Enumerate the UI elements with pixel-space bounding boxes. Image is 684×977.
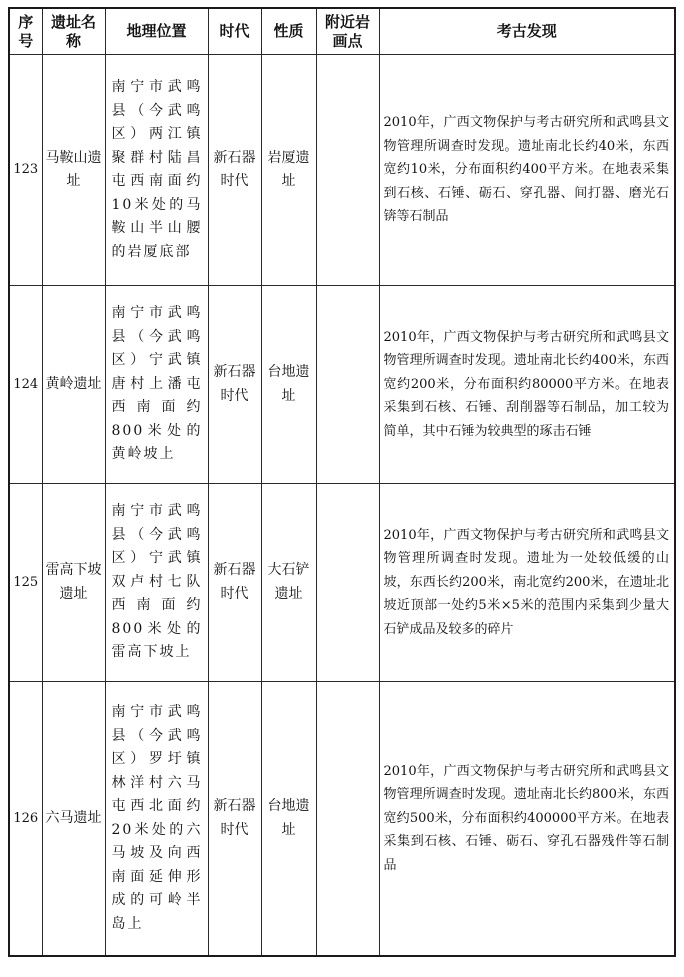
cell-rock-art <box>316 55 379 286</box>
header-seq: 序号 <box>9 8 42 55</box>
cell-era: 新石器时代 <box>208 286 261 484</box>
cell-rock-art <box>316 682 379 957</box>
document-page <box>8 7 674 957</box>
cell-location: 南宁市武鸣县（今武鸣区）宁武镇唐村上潘屯西南面约800米处的黄岭坡上 <box>105 286 208 484</box>
cell-findings: 2010年，广西文物保护与考古研究所和武鸣县文物管理所调查时发现。遗址为一处较低缓的山坡，东西长约200米，南北宽约200米，在遗址北坡近顶部一处约5米×5米的范围内采集到少量大石铲成品及较多的碎片 <box>379 484 675 682</box>
table-row <box>9 484 675 682</box>
cell-findings: 2010年，广西文物保护与考古研究所和武鸣县文物管理所调查时发现。遗址南北长约800米，东西宽约500米，分布面积约400000平方米。在地表采集到石核、石锤、砺石、穿孔石器残件等石制品 <box>379 682 675 957</box>
cell-location: 南宁市武鸣县（今武鸣区）宁武镇双卢村七队西南面约800米处的雷高下坡上 <box>105 484 208 682</box>
table-header-row <box>9 8 675 55</box>
cell-seq: 126 <box>9 682 42 957</box>
cell-nature: 台地遗址 <box>261 682 316 957</box>
cell-findings: 2010年，广西文物保护与考古研究所和武鸣县文物管理所调查时发现。遗址南北长约40米，东西宽约10米，分布面积约400平方米。在地表采集到石核、石锤、砺石、穿孔器、间打器、磨光石锛等石制品 <box>379 55 675 286</box>
header-location: 地理位置 <box>105 8 208 55</box>
cell-era: 新石器时代 <box>208 682 261 957</box>
cell-site-name: 雷高下坡遗址 <box>42 484 105 682</box>
cell-rock-art <box>316 484 379 682</box>
header-findings: 考古发现 <box>379 8 675 55</box>
header-rock-art: 附近岩画点 <box>316 8 379 55</box>
table-row <box>9 55 675 286</box>
cell-nature: 大石铲遗址 <box>261 484 316 682</box>
cell-seq: 125 <box>9 484 42 682</box>
cell-seq: 123 <box>9 55 42 286</box>
cell-nature: 台地遗址 <box>261 286 316 484</box>
table-row <box>9 682 675 957</box>
cell-era: 新石器时代 <box>208 55 261 286</box>
table-row <box>9 286 675 484</box>
cell-era: 新石器时代 <box>208 484 261 682</box>
header-site-name: 遗址名称 <box>42 8 105 55</box>
cell-location: 南宁市武鸣县（今武鸣区）两江镇聚群村陆昌屯西南面约10米处的马鞍山半山腰的岩厦底部 <box>105 55 208 286</box>
archaeological-sites-table <box>8 7 676 957</box>
cell-site-name: 六马遗址 <box>42 682 105 957</box>
cell-findings: 2010年，广西文物保护与考古研究所和武鸣县文物管理所调查时发现。遗址南北长约400米，东西宽约200米，分布面积约80000平方米。在地表采集到石核、石锤、刮削器等石制品，加工较为简单，其中石锤为较典型的琢击石锤 <box>379 286 675 484</box>
cell-rock-art <box>316 286 379 484</box>
cell-site-name: 黄岭遗址 <box>42 286 105 484</box>
cell-seq: 124 <box>9 286 42 484</box>
cell-site-name: 马鞍山遗址 <box>42 55 105 286</box>
cell-nature: 岩厦遗址 <box>261 55 316 286</box>
header-nature: 性质 <box>261 8 316 55</box>
header-era: 时代 <box>208 8 261 55</box>
cell-location: 南宁市武鸣县（今武鸣区）罗圩镇林洋村六马屯西北面约20米处的六马坡及向西南面延伸形成的可岭半岛上 <box>105 682 208 957</box>
